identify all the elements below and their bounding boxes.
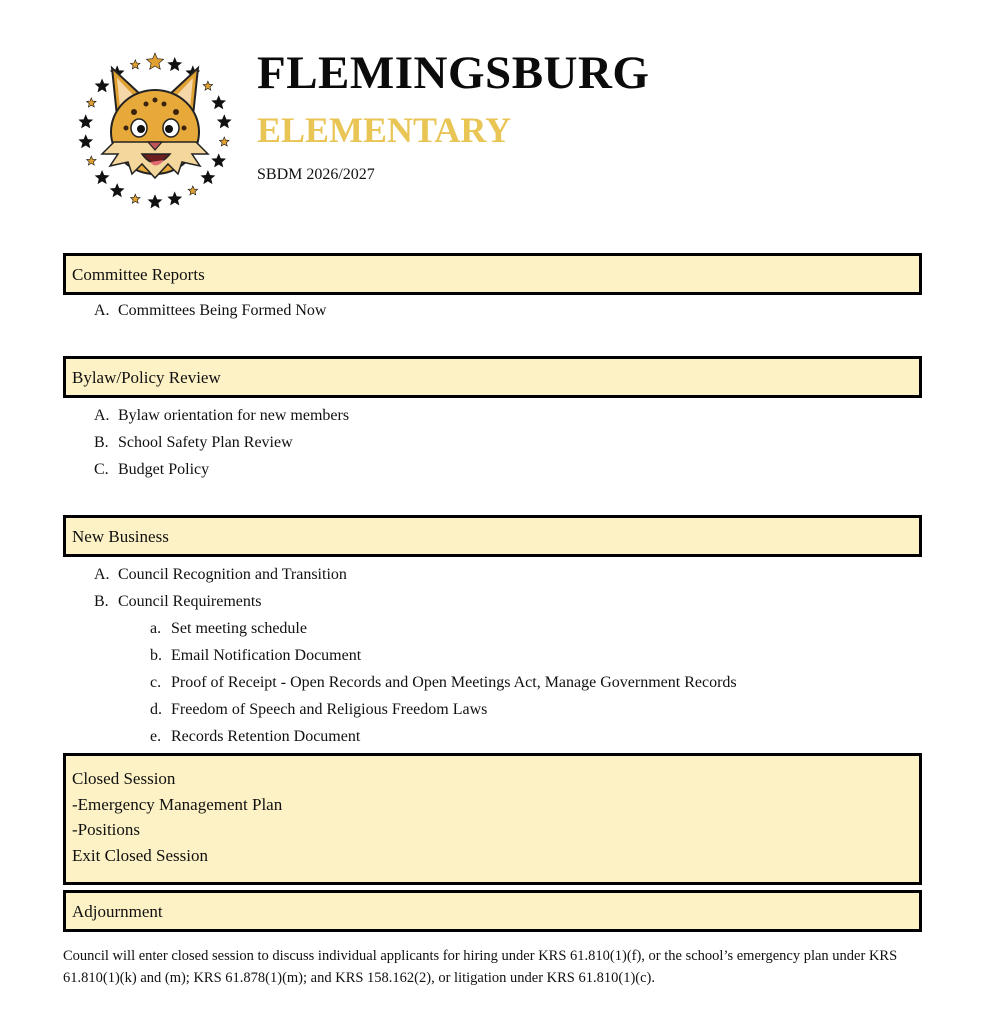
section-adjournment [63,890,922,932]
list-item [150,723,737,750]
list-marker: B. [94,434,109,451]
list-item [150,615,737,642]
list-item-text: Records Retention Document [171,728,361,745]
school-title: FLEMINGSBURG [257,47,650,99]
list-item [94,429,349,456]
list-marker: b. [150,647,162,664]
list-marker: c. [150,674,162,691]
list-marker: A. [94,302,110,319]
section-bylaw-policy-review [63,356,922,398]
list-marker: e. [150,728,162,745]
list-item [150,696,737,723]
list-item [150,669,737,696]
closed-session-footnote: Council will enter closed session to discuss individual applicants for hiring under KRS 61.810(1)(f), or the school’s emergency plan under KRS 61.810(1)(k) and (m); KRS 61.878(1)(m); and KRS 158.162(2), or litigation under KRS 61.810(1)(c). [63,948,898,986]
list-item [94,561,347,588]
committee-items [94,297,326,324]
list-marker: A. [94,407,110,424]
list-item-text: Bylaw orientation for new members [118,407,350,424]
bylaw-items [94,402,349,483]
section-heading: Committee Reports [72,265,205,284]
section-heading: New Business [72,527,169,546]
school-subtitle: ELEMENTARY [257,110,512,150]
section-heading: Adjournment [72,902,163,921]
list-marker: a. [150,620,162,637]
council-term: SBDM 2026/2027 [257,166,375,183]
closed-session-line: -Positions [72,820,141,839]
bobcat-mascot-icon [72,46,238,212]
list-item [94,588,347,615]
list-item [150,642,737,669]
list-item-text: Budget Policy [118,461,210,478]
list-item-text: Committees Being Formed Now [118,302,327,319]
council-requirements-subitems [150,615,737,750]
list-item [94,297,326,324]
section-heading: Bylaw/Policy Review [72,368,221,387]
list-marker: C. [94,461,109,478]
list-item-text: Email Notification Document [171,647,362,664]
list-marker: d. [150,701,162,718]
list-marker: A. [94,566,110,583]
list-item-text: School Safety Plan Review [118,434,293,451]
list-marker: B. [94,593,109,610]
list-item-text: Council Recognition and Transition [118,566,347,583]
list-item [94,402,349,429]
closed-session-line: Closed Session [72,769,176,788]
closed-session-line: -Emergency Management Plan [72,794,283,814]
list-item-text: Set meeting schedule [171,620,307,637]
section-closed-session [63,753,922,885]
section-committee-reports [63,253,922,295]
new-business-items [94,561,347,615]
closed-session-line: Exit Closed Session [72,845,209,865]
section-new-business [63,515,922,557]
list-item-text: Council Requirements [118,593,262,610]
list-item [94,456,349,483]
list-item-text: Freedom of Speech and Religious Freedom Laws [171,701,488,718]
list-item-text: Proof of Receipt - Open Records and Open Meetings Act, Manage Government Records [171,674,737,691]
